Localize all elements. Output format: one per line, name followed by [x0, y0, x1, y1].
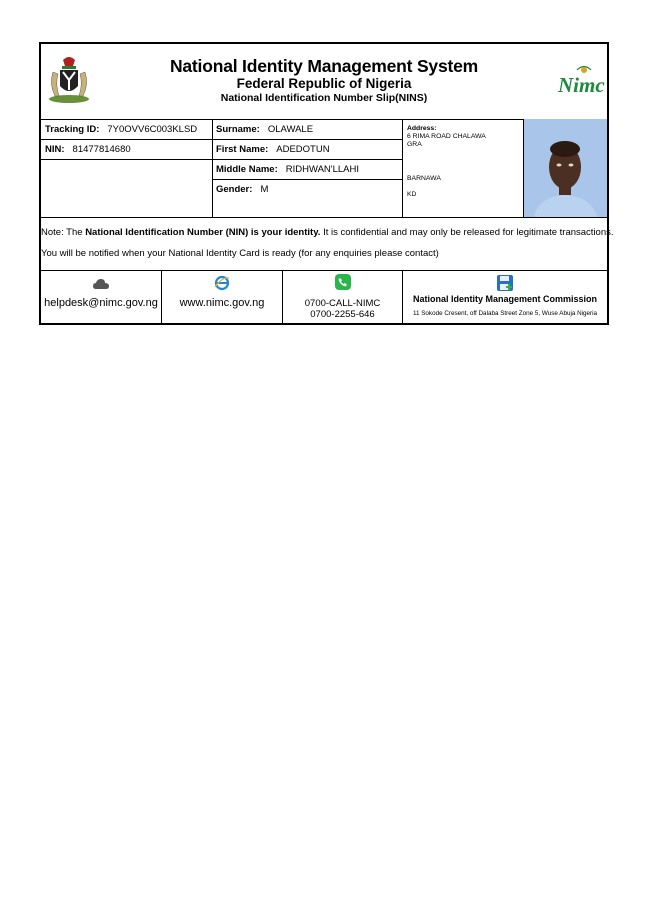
slip-header [41, 44, 607, 120]
note-prefix: Note: The [41, 227, 83, 238]
nin-row [41, 144, 131, 155]
email-link[interactable]: helpdesk@nimc.gov.ng [44, 297, 158, 309]
surname-row [212, 124, 313, 135]
note-line1 [41, 227, 614, 238]
tracking-id-row [41, 124, 197, 135]
address-block [403, 125, 486, 199]
surname-label: Surname: [216, 124, 260, 135]
phone-icon [335, 274, 351, 290]
surname-value: OLAWALE [267, 124, 314, 135]
nin-slip [39, 42, 614, 325]
note-section [41, 217, 614, 271]
nimc-logo-icon [557, 64, 605, 100]
page-subtitle: Federal Republic of Nigeria [236, 76, 412, 91]
gender-row [212, 184, 268, 195]
phone-number-2: 0700-2255-646 [310, 309, 375, 320]
cloud-icon [93, 279, 109, 289]
org-name: National Identity Management Commission [412, 294, 598, 304]
address-label: Address: [407, 125, 437, 132]
first-name-row [212, 144, 330, 155]
contact-phone [283, 270, 402, 323]
gender-label: Gender: [216, 184, 253, 195]
note-bold: National Identification Number (NIN) is your identity. [85, 227, 321, 238]
nimc-logo-text: Nimc [558, 73, 605, 97]
tracking-id-value: 7Y0OVV6C003KLSD [107, 124, 198, 135]
org-address: 11 Sokode Cresent, off Dalaba Street Zone 5, Wuse Abuja Nigeria [412, 310, 598, 317]
internet-explorer-icon [214, 275, 230, 291]
passport-photo [524, 119, 607, 217]
note-line2: You will be notified when your National Identity Card is ready (for any enquiries please contact) [41, 248, 439, 259]
contact-organization [403, 270, 607, 323]
address-state: KD [407, 191, 417, 198]
nimc-logo [557, 64, 605, 100]
floppy-disk-icon [497, 275, 513, 291]
slip-name: National Identification Number Slip(NINS) [220, 92, 428, 104]
contact-section [41, 270, 607, 323]
note-rest: It is confidential and may only be released for legitimate transactions. [323, 227, 614, 238]
middle-name-row [212, 164, 359, 175]
website-link[interactable]: www.nimc.gov.ng [179, 297, 265, 309]
contact-email [41, 270, 161, 323]
address-line1: 6 RIMA ROAD CHALAWA [407, 133, 486, 140]
gender-value: M [260, 184, 269, 195]
nin-value: 81477814680 [72, 144, 131, 155]
first-name-label: First Name: [216, 144, 269, 155]
contact-website [162, 270, 282, 323]
middle-name-value: RIDHWAN'LLAHI [285, 164, 360, 175]
address-lga: BARNAWA [407, 175, 441, 182]
middle-name-label: Middle Name: [216, 164, 278, 175]
page-title: National Identity Management System [169, 56, 479, 76]
phone-number-1: 0700-CALL-NIMC [304, 298, 381, 309]
first-name-value: ADEDOTUN [276, 144, 330, 155]
phone-numbers [283, 298, 402, 320]
identity-details [41, 119, 607, 218]
nin-label: NIN: [45, 144, 65, 155]
tracking-id-label: Tracking ID: [45, 124, 100, 135]
address-line2: GRA [407, 141, 422, 148]
